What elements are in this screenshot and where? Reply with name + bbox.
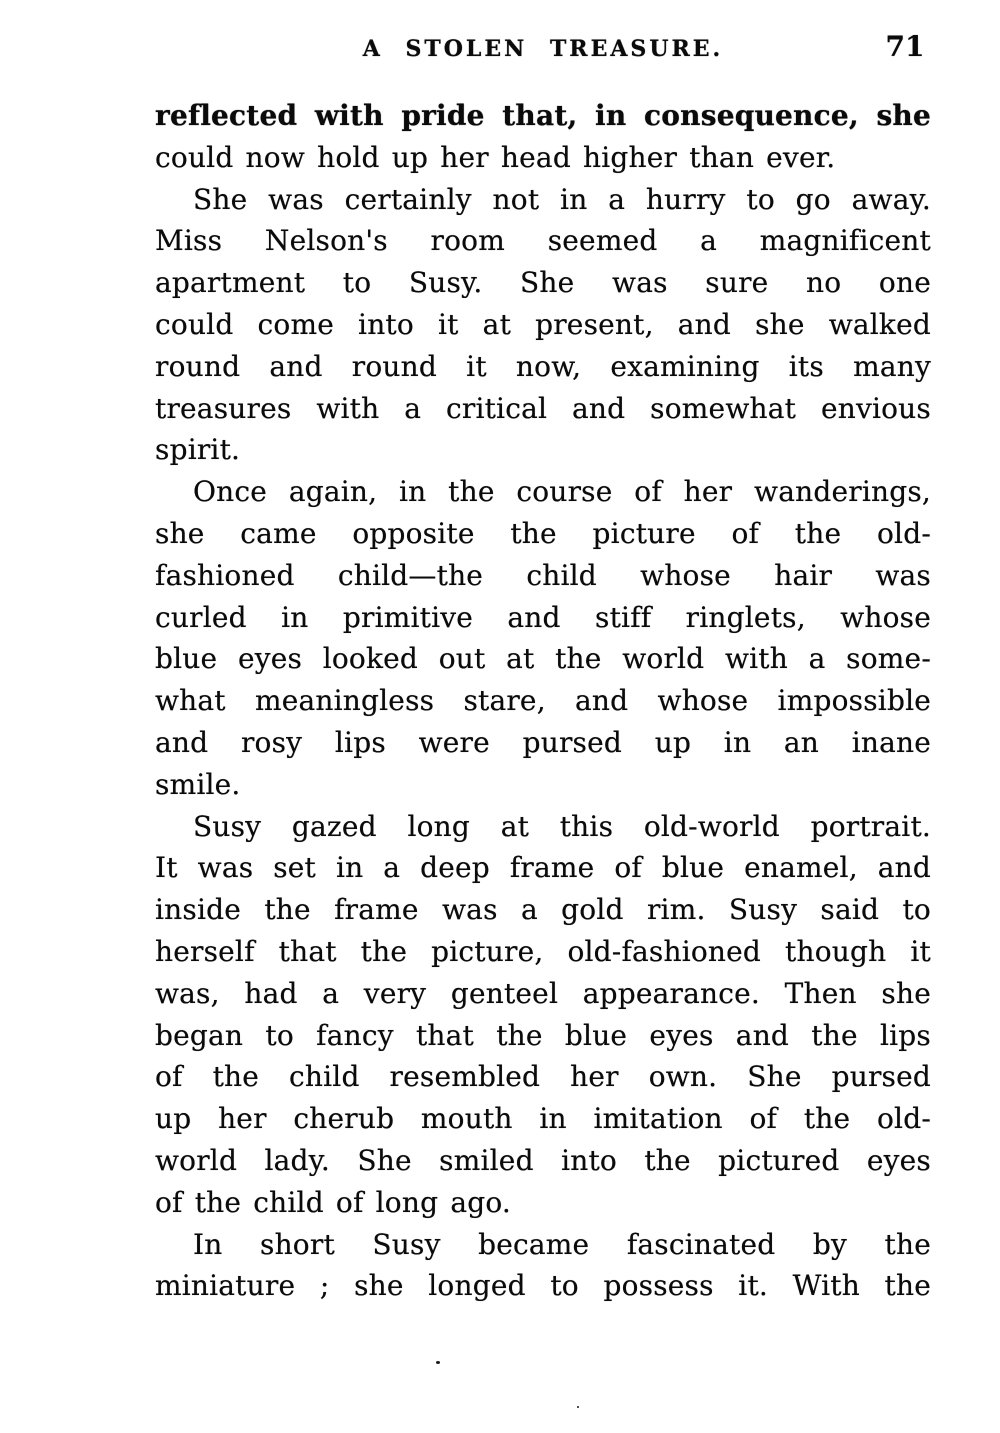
text-line: could come into it at present, and she walked (155, 307, 931, 341)
text-line: and rosy lips were pursed up in an inane (155, 725, 931, 759)
ink-speck (436, 1361, 440, 1364)
text-line: spirit. (155, 433, 241, 467)
text-line: up her cherub mouth in imitation of the old- (155, 1102, 931, 1136)
text-line: She was certainly not in a hurry to go away. (193, 182, 931, 216)
text-line: miniature ; she longed to possess it. With the (155, 1269, 931, 1303)
text-line: was, had a very genteel appearance. Then she (155, 976, 931, 1010)
ink-speck (577, 1406, 579, 1408)
text-line: she came opposite the picture of the old- (155, 516, 931, 550)
text-block (155, 95, 931, 1307)
text-line: Once again, in the course of her wanderings, (193, 475, 931, 509)
text-line: fashioned child—the child whose hair was (155, 558, 931, 592)
text-line: of the child of long ago. (155, 1185, 511, 1219)
text-line: herself that the picture, old-fashioned though it (155, 934, 931, 968)
text-line: apartment to Susy. She was sure no one (155, 266, 931, 300)
running-header-title: A STOLEN TREASURE. (362, 36, 724, 62)
text-line: began to fancy that the blue eyes and the lips (155, 1018, 931, 1052)
text-line: blue eyes looked out at the world with a some- (155, 642, 931, 676)
text-line: inside the frame was a gold rim. Susy said to (155, 893, 931, 927)
text-line: reflected with pride that, in consequence, she (155, 99, 931, 132)
text-line: Miss Nelson's room seemed a magnificent (155, 224, 931, 258)
text-line: could now hold up her head higher than ever. (155, 140, 836, 174)
text-line: Susy gazed long at this old-world portrait. (193, 809, 931, 843)
text-line: what meaningless stare, and whose impossible (155, 684, 931, 718)
text-line: In short Susy became fascinated by the (193, 1227, 931, 1261)
text-line: world lady. She smiled into the pictured eyes (155, 1143, 931, 1177)
text-line: smile. (155, 767, 241, 801)
text-line: curled in primitive and stiff ringlets, whose (155, 600, 931, 634)
text-line: treasures with a critical and somewhat envious (155, 391, 931, 425)
text-line: of the child resembled her own. She pursed (155, 1060, 931, 1094)
page-number: 71 (885, 30, 925, 63)
text-line: It was set in a deep frame of blue enamel, and (155, 851, 931, 885)
text-line: round and round it now, examining its many (155, 349, 931, 383)
